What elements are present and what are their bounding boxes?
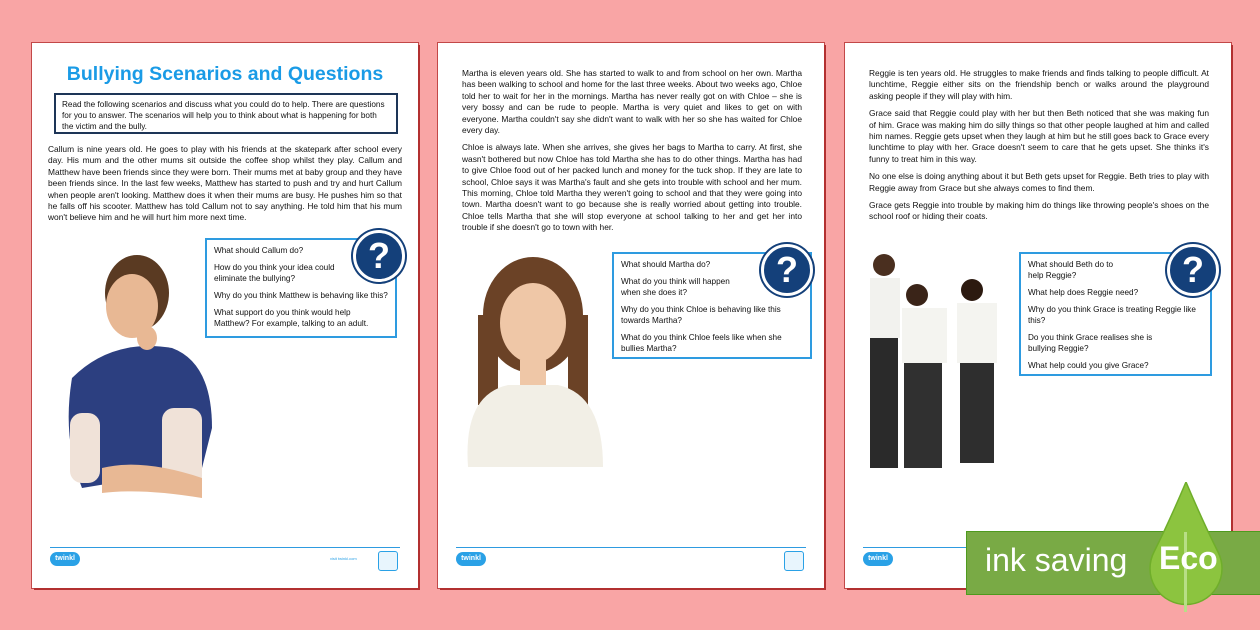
- question: What help could you give Grace?: [1028, 361, 1149, 370]
- paragraph: Grace gets Reggie into trouble by making him do things like throwing people's shoes on the school roof or hiding their coats.: [869, 200, 1209, 222]
- boy-thinking-illustration: [52, 238, 222, 533]
- question: What support do you think would help Matthew? For example, talking to an adult.: [214, 308, 369, 328]
- question: How do you think your idea could eliminate the bullying?: [214, 263, 335, 283]
- question: What do you think Chloe feels like when she bullies Martha?: [621, 333, 782, 353]
- quality-badge-icon: [378, 551, 398, 571]
- quality-badge-icon: [784, 551, 804, 571]
- question: What should Beth do to help Reggie?: [1028, 260, 1114, 280]
- paragraph: No one else is doing anything about it but Beth gets upset for Reggie. Beth tries to play with Reggie away from Grace but she always comes to find them.: [869, 171, 1209, 193]
- paragraph: Grace said that Reggie could play with her but then Beth noticed that she was making fun of him. Grace was making him do silly things so that other people laughed at him and called him names. Reggie gets upset when they laugh at him but he still goes back to Grace every lunchtime to play with her. Grace doesn't seem to care that he gets upset. She thinks it's funny to treat him in this way.: [869, 108, 1209, 164]
- question-mark-icon: ?: [353, 230, 405, 282]
- paragraph: Martha is eleven years old. She has started to walk to and from school on her own. Martha has been walking to school and home for the last three weeks. About two weeks ago, Chloe told her to wait for her in the mornings. Martha has never really got on with Chloe – she is very bossy and can be rude to people. Martha is very quiet and likes to get on with everyone. Martha couldn't say she didn't want to walk with her so she has waited for Chloe every day.: [462, 68, 802, 136]
- paragraph: Callum is nine years old. He goes to play with his friends at the skatepark after school every day. His mum and the other mums sit outside the coffee shop whilst they play. Callum and Matthew have been friends since they were born. Their mums met at baby group and they have been friends since. In the last few weeks, Matthew has started to push and try and hurt Callum when people aren't looking. Matthew does it when their mums are busy. He pushes him so that he falls off his scooter. Matthew has told Callum not to say anything. He told him that his mum won't believe him and he will hurt him more next time.: [48, 144, 402, 223]
- question: Do you think Grace realises she is bullying Reggie?: [1028, 333, 1153, 353]
- page-title: Bullying Scenarios and Questions: [66, 63, 384, 85]
- twinkl-logo: twinkl: [456, 552, 486, 566]
- children-bullying-illustration: [862, 250, 1024, 475]
- question-mark-icon: ?: [761, 244, 813, 296]
- paragraph: Reggie is ten years old. He struggles to make friends and finds talking to people difficult. At lunchtime, Reggie either sits on the friendship bench or walks around the playground asking people if they will play with him.: [869, 68, 1209, 101]
- question: Why do you think Matthew is behaving like this?: [214, 291, 388, 300]
- eco-label: Eco: [1159, 540, 1218, 576]
- visit-link: visit twinkl.com: [330, 556, 357, 561]
- scenario-text: [869, 68, 1209, 229]
- question: What help does Reggie need?: [1028, 288, 1139, 297]
- sad-girl-illustration: [458, 255, 610, 467]
- paragraph: Chloe is always late. When she arrives, she gives her bags to Martha to carry. At first, she wasn't bothered but now Chloe has told Martha she has to do other things. Martha has had to give Chloe food out of her packed lunch and money for the tuck shop. If they are late to school, Chloe says it was Martha's fault and she gets into trouble with school and her mum. This morning, Chloe told Martha they weren't going to school and that they were going into town. Martha doesn't want to go because she is really worried about getting into trouble. Chloe tells Martha that she will stop everyone at school talking to her and get her into trouble if she doesn't go to town with her.: [462, 142, 802, 233]
- scenario-text: [48, 144, 402, 230]
- scenario-text: [462, 68, 802, 240]
- question: What should Callum do?: [214, 246, 304, 255]
- question-mark-icon: ?: [1167, 244, 1219, 296]
- worksheet-page-2: [438, 43, 824, 588]
- question: Why do you think Chloe is behaving like this towards Martha?: [621, 305, 781, 325]
- footer-divider: [50, 547, 400, 548]
- ink-saving-label: ink saving: [985, 542, 1128, 578]
- intro-box: Read the following scenarios and discuss what you could do to help. There are questions for you to answer. The scenarios will help you to think about what is happening for both the victim and the bully.: [54, 93, 398, 134]
- twinkl-logo: twinkl: [50, 552, 80, 566]
- question: Why do you think Grace is treating Reggie like this?: [1028, 305, 1196, 325]
- twinkl-logo: twinkl: [863, 552, 893, 566]
- question: What should Martha do?: [621, 260, 711, 269]
- footer-divider: [456, 547, 806, 548]
- question: What do you think will happen when she does it?: [621, 277, 730, 297]
- worksheet-page-1: [32, 43, 418, 588]
